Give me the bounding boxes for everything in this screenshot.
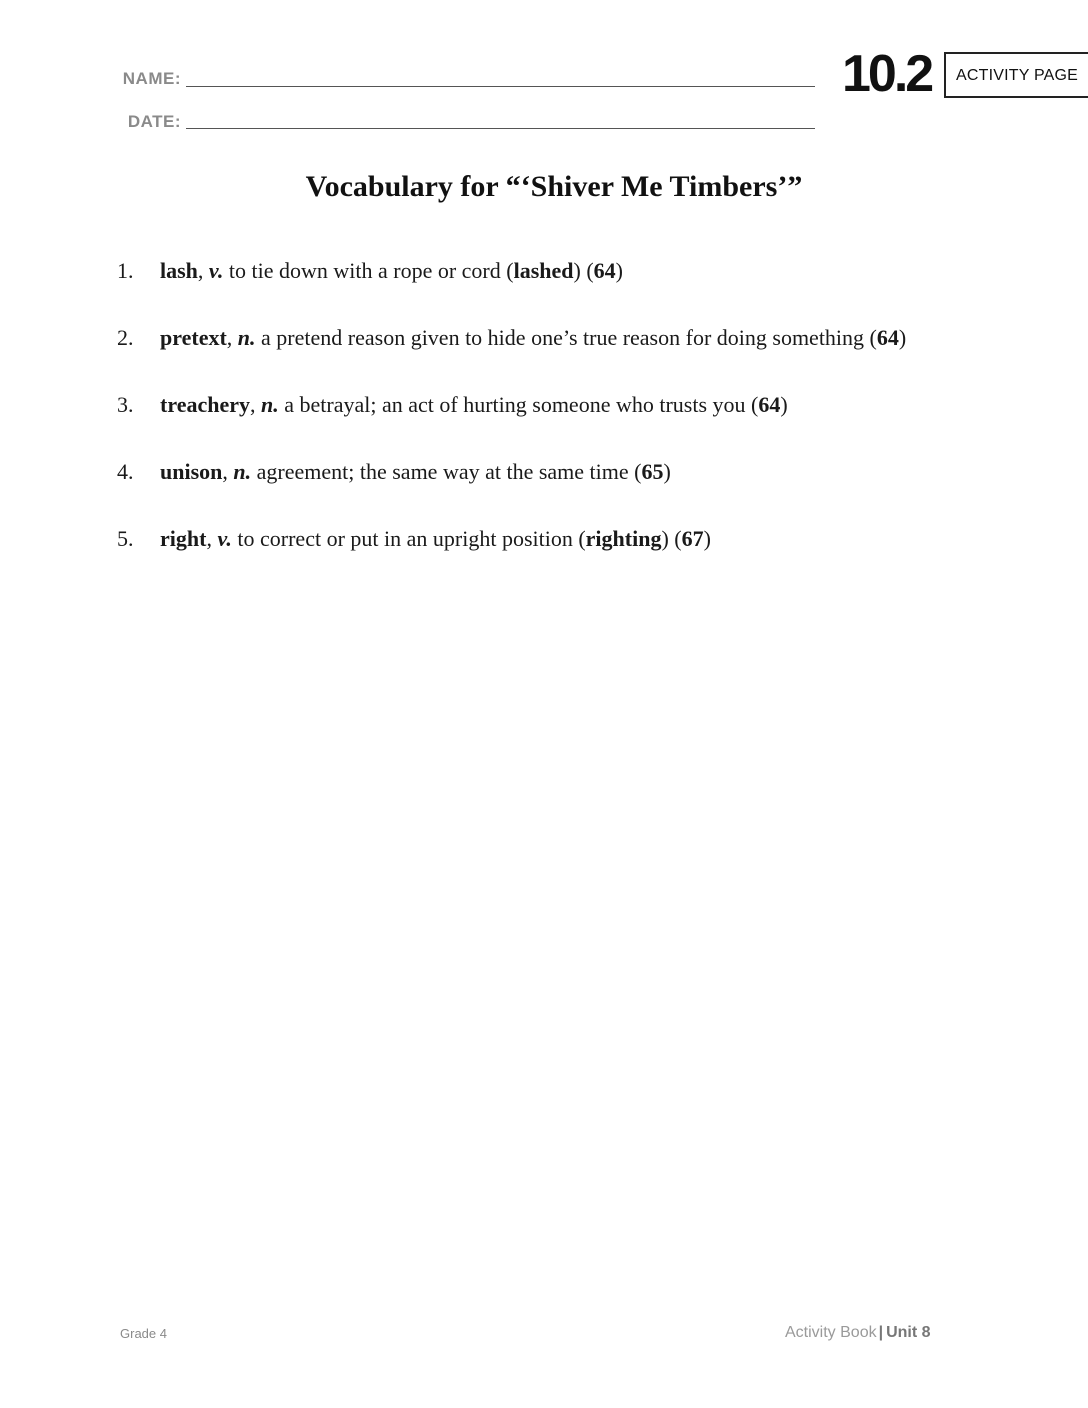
paren-mid: ) ( <box>573 258 594 283</box>
paren-end: ) <box>663 459 671 484</box>
footer-book-info <box>785 1324 931 1342</box>
name-field[interactable] <box>186 86 815 87</box>
part-of-speech: v. <box>208 258 224 283</box>
definition: to correct or put in an upright position ( <box>231 526 586 551</box>
activity-page-label: ACTIVITY PAGE <box>956 67 1079 84</box>
paren-end: ) <box>780 392 788 417</box>
date-field[interactable] <box>186 128 815 129</box>
definition: to tie down with a rope or cord ( <box>223 258 514 283</box>
vocab-word: right <box>160 526 207 551</box>
part-of-speech: n. <box>261 392 279 417</box>
comma: , <box>222 459 228 484</box>
footer-book: Activity Book <box>785 1324 877 1341</box>
part-of-speech: n. <box>233 459 252 484</box>
activity-page-badge <box>944 52 1088 98</box>
vocab-word: lash <box>160 258 198 283</box>
definition: agreement; the same way at the same time ( <box>251 459 642 484</box>
part-of-speech: v. <box>217 526 232 551</box>
page-number: 65 <box>641 459 664 484</box>
vocab-word: treachery <box>160 392 250 417</box>
item-entry <box>160 392 788 418</box>
item-entry <box>160 325 906 351</box>
item-number: 2. <box>117 325 134 350</box>
vocabulary-item <box>117 325 1017 392</box>
vocab-word: pretext <box>160 325 227 350</box>
comma: , <box>250 392 256 417</box>
part-of-speech: n. <box>237 325 256 350</box>
paren-end: ) <box>615 258 623 283</box>
item-entry <box>160 258 623 284</box>
item-number: 4. <box>117 459 134 484</box>
word-form: lashed <box>513 258 574 283</box>
item-entry <box>160 459 671 485</box>
vocabulary-item <box>117 392 1017 459</box>
vocab-word: unison <box>160 459 223 484</box>
page-title: Vocabulary for “‘Shiver Me Timbers’” <box>305 170 803 203</box>
vocabulary-item <box>117 459 1017 526</box>
page-number: 67 <box>681 526 704 551</box>
footer-unit: Unit 8 <box>886 1324 931 1341</box>
vocabulary-item <box>117 258 1017 325</box>
definition: a betrayal; an act of hurting someone who trusts you ( <box>278 392 759 417</box>
item-number: 5. <box>117 526 134 551</box>
definition: a pretend reason given to hide one’s true reason for doing something ( <box>255 325 877 350</box>
vocabulary-item <box>117 526 1017 593</box>
activity-number: 10.2 <box>842 45 932 103</box>
item-number: 1. <box>117 258 134 283</box>
paren-mid: ) ( <box>661 526 682 551</box>
comma: , <box>206 526 212 551</box>
page-number: 64 <box>593 258 616 283</box>
footer-separator: | <box>878 1324 884 1341</box>
page-number: 64 <box>876 325 899 350</box>
paren-end: ) <box>898 325 907 350</box>
comma: , <box>226 325 233 350</box>
item-number: 3. <box>117 392 134 417</box>
item-entry <box>160 526 711 552</box>
comma: , <box>197 258 204 283</box>
paren-end: ) <box>703 526 711 551</box>
page-number: 64 <box>758 392 781 417</box>
date-label: DATE: <box>127 112 181 131</box>
name-label: NAME: <box>122 69 181 88</box>
word-form: righting <box>585 526 662 551</box>
vocabulary-list <box>117 258 1017 593</box>
footer-grade: Grade 4 <box>120 1326 167 1341</box>
